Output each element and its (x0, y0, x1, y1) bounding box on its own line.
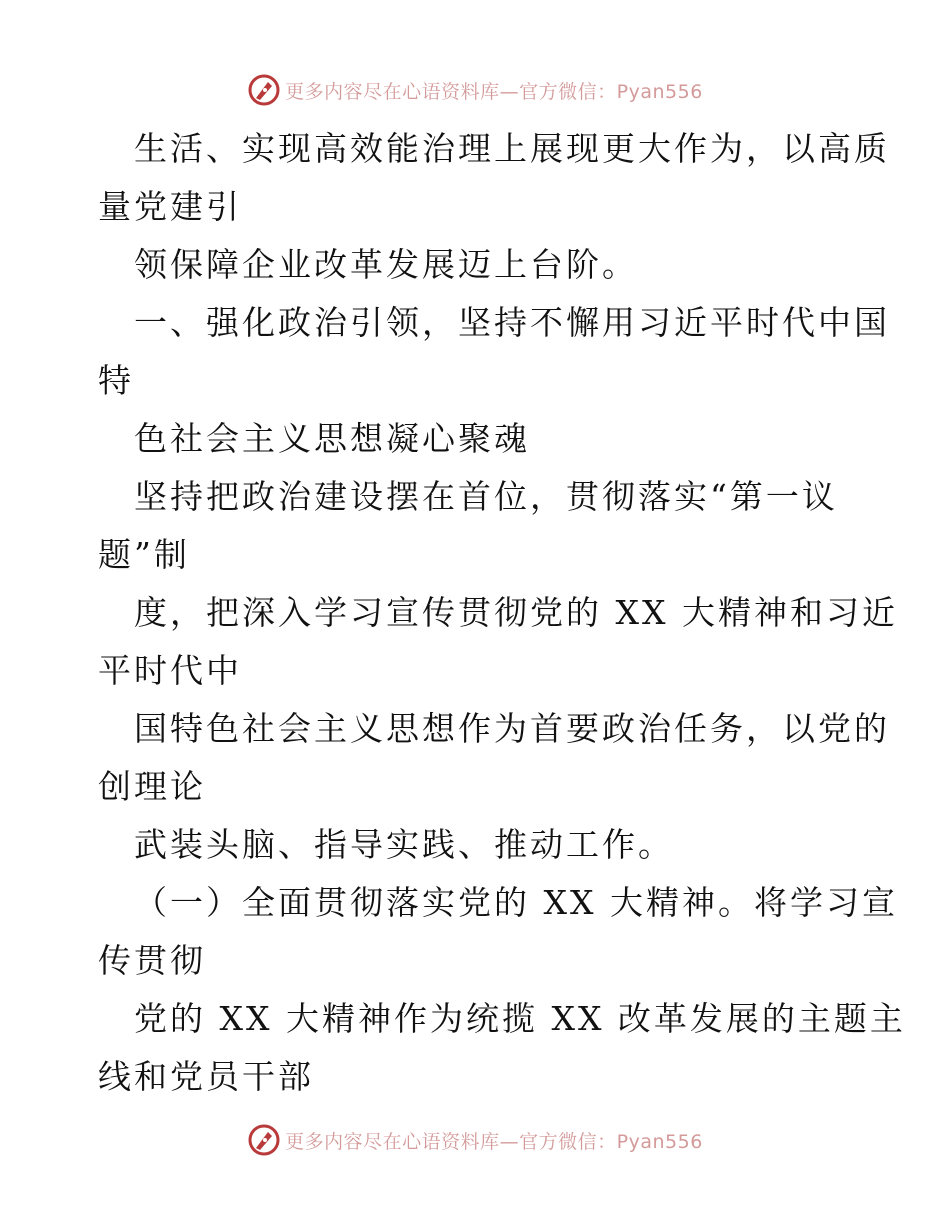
section-heading (98, 294, 890, 410)
pen-nib-circle-icon (247, 1123, 281, 1157)
paragraph (98, 816, 858, 874)
pen-nib-circle-icon (247, 73, 281, 107)
paragraph-line: 领保障企业改革发展迈上台阶。 (134, 245, 638, 284)
footer-banner-text: 更多内容尽在心语资料库—官方微信：Pyan556 (285, 1130, 703, 1153)
paragraph (98, 990, 906, 1106)
document-body (98, 120, 906, 1106)
paragraph-line: 题”制 (98, 535, 190, 574)
paragraph (98, 584, 898, 700)
paragraph-line: 传贯彻 (98, 941, 206, 980)
paragraph (98, 468, 858, 584)
paragraph-line: 量党建引 (98, 187, 242, 226)
section-heading (98, 410, 858, 468)
footer-banner (0, 1120, 950, 1160)
paragraph-line: （一）全面贯彻落实党的 XX 大精神。将学习宣 (134, 883, 898, 922)
header-banner (0, 70, 950, 110)
paragraph-line: 创理论 (98, 767, 206, 806)
paragraph-line: 线和党员干部 (98, 1057, 314, 1096)
paragraph (98, 120, 890, 236)
paragraph-line: 党的 XX 大精神作为统揽 XX 改革发展的主题主 (134, 999, 906, 1038)
paragraph-line: 国特色社会主义思想作为首要政治任务，以党的 (134, 709, 890, 748)
paragraph-line: 生活、实现高效能治理上展现更大作为，以高质 (134, 129, 890, 168)
paragraph (98, 236, 858, 294)
paragraph-line: 特 (98, 361, 134, 400)
paragraph-line: 坚持把政治建设摆在首位，贯彻落实“第一议 (134, 477, 838, 516)
paragraph-line: 平时代中 (98, 651, 242, 690)
paragraph-line: 一、强化政治引领，坚持不懈用习近平时代中国 (134, 303, 890, 342)
subsection-heading (98, 874, 898, 990)
paragraph (98, 700, 890, 816)
paragraph-line: 色社会主义思想凝心聚魂 (134, 419, 530, 458)
header-banner-text: 更多内容尽在心语资料库—官方微信：Pyan556 (285, 80, 703, 103)
paragraph-line: 武装头脑、指导实践、推动工作。 (134, 825, 674, 864)
paragraph-line: 度，把深入学习宣传贯彻党的 XX 大精神和习近 (134, 593, 898, 632)
